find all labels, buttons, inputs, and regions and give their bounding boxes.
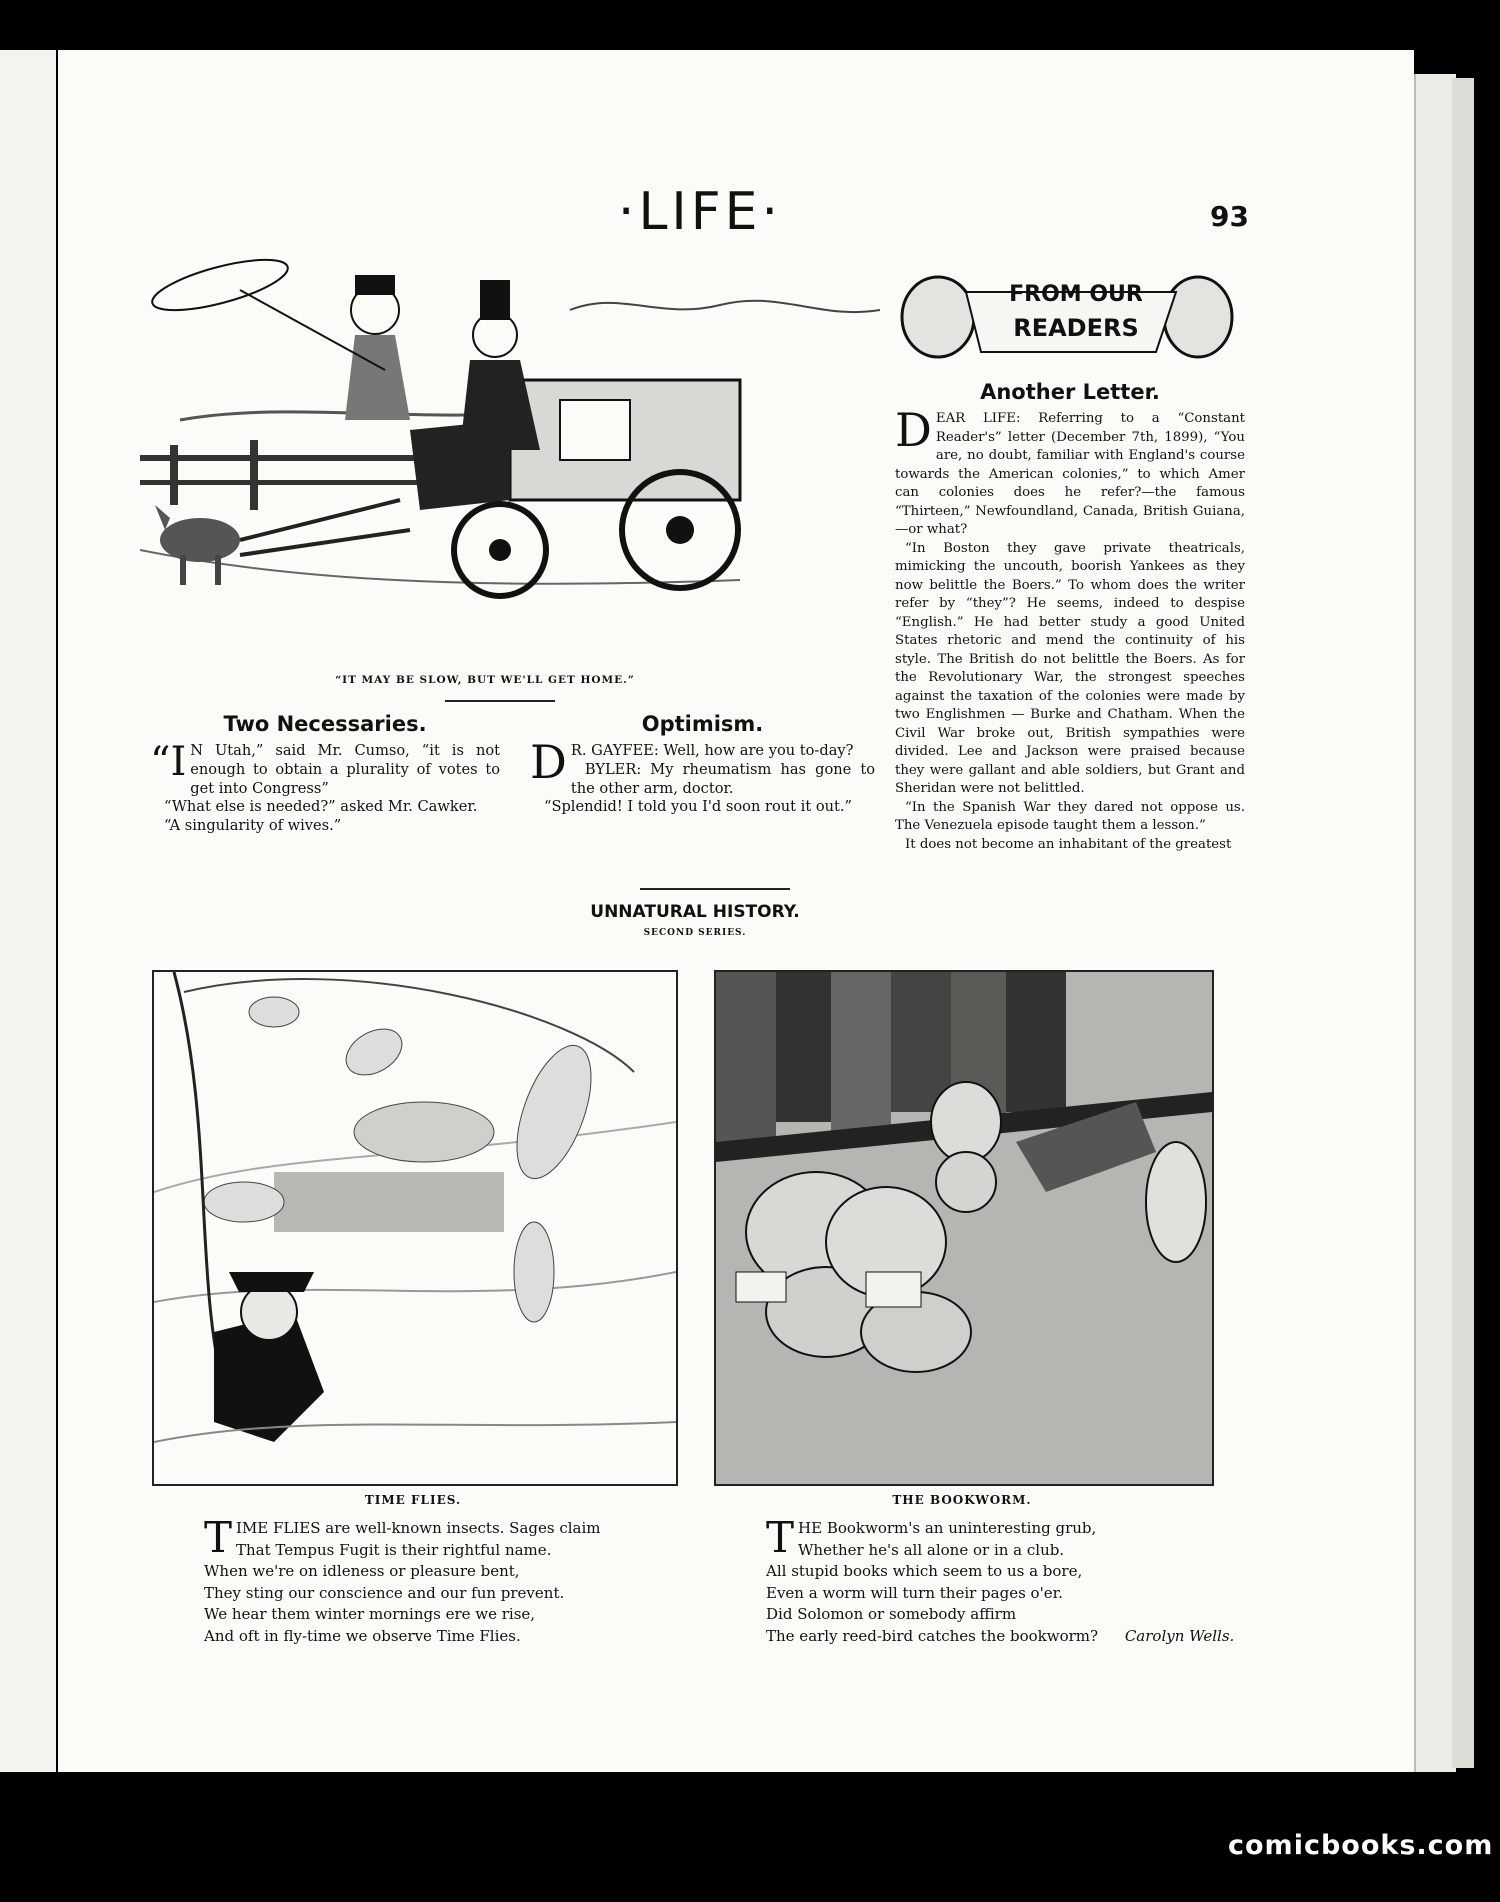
caption-rule <box>445 700 555 702</box>
page-stack-edge-back <box>1452 78 1474 1768</box>
bookworm-caption: THE BOOKWORM. <box>892 1493 1032 1507</box>
poem-line: They sting our conscience and our fun prevent. <box>204 1583 565 1602</box>
poem-line: That Tempus Fugit is their rightful name. <box>236 1540 552 1559</box>
page-stack-edge <box>1414 74 1456 1772</box>
anecdote-paragraph: “A singularity of wives.” <box>164 817 342 835</box>
time-flies-dropcap: T <box>204 1513 233 1562</box>
letter-paragraph: It does not become an inhabitant of the greatest <box>905 836 1232 852</box>
poem-line: And oft in fly-time we observe Time Flies. <box>204 1626 521 1645</box>
poem-line-text: The early reed-bird catches the bookworm? <box>766 1626 1099 1645</box>
page-number: 93 <box>1210 200 1249 233</box>
readers-banner-line1: FROM OUR <box>1009 282 1143 307</box>
poem-line: Whether he's all alone or in a club. <box>798 1540 1065 1559</box>
poem-line: HE Bookworm's an uninteresting grub, <box>798 1519 1097 1537</box>
unnatural-history-title: UNNATURAL HISTORY. <box>590 902 800 922</box>
bookworm-poem <box>766 1513 1266 1648</box>
from-our-readers-banner <box>896 272 1246 362</box>
two-necessaries-title: Two Necessaries. <box>223 712 427 736</box>
poem-line: We hear them winter mornings ere we rise, <box>204 1605 536 1624</box>
another-letter-dropcap: D <box>895 403 932 457</box>
time-flies-poem <box>204 1513 654 1648</box>
two-necessaries-body <box>150 739 500 836</box>
section-rule <box>640 888 790 890</box>
letter-paragraph: “In Boston they gave private theatricals, mimicking the uncouth, boorish Yankees as they now belittle the Boers.” To whom does the writer refer by “they”? He seems, indeed to despise “English.” He had better study a good United States rhetoric and mend the continuity of his style. The British do not belittle the Boers. As for the Revolutionary War, the strongest speeches against the taxation of the colonies were made by two Englishmen — Burke and Chatham. When the Civil War broke out, British sympathies were divided. Lee and Jackson were praised because they were gallant and able soldiers, but Grant and Sheridan were not belittled. <box>895 540 1245 796</box>
car-cartoon-caption: “IT MAY BE SLOW, BUT WE'LL GET HOME.” <box>335 674 635 686</box>
another-letter-body <box>895 403 1245 854</box>
poem-line: IME FLIES are well-known insects. Sages claim <box>236 1519 601 1537</box>
car-cartoon-drawing <box>140 250 880 670</box>
anecdote-paragraph: N Utah,” said Mr. Cumso, “it is not enough to obtain a plurality of votes to get into Congress” <box>190 742 500 797</box>
car-cartoon-illustration <box>140 250 880 670</box>
unnatural-history-subtitle: SECOND SERIES. <box>643 928 747 938</box>
poem-line <box>766 1626 1266 1648</box>
anecdote-paragraph: “Splendid! I told you I'd soon rout it out.” <box>544 798 852 816</box>
anecdote-paragraph: R. GAYFEE: Well, how are you to-day? <box>570 742 854 759</box>
poem-line: When we're on idleness or pleasure bent, <box>204 1562 520 1581</box>
bookworm-drawing <box>716 972 1212 1484</box>
masthead-title: ·LIFE· <box>617 182 783 242</box>
optimism-body <box>530 735 875 817</box>
readers-banner-line2: READERS <box>1013 314 1139 342</box>
optimism-title: Optimism. <box>641 712 764 736</box>
site-watermark: comicbooks.com <box>1228 1830 1494 1861</box>
letter-paragraph: “In the Spanish War they dared not oppose us. The Venezuela episode taught them a lesson.” <box>895 799 1245 833</box>
poem-line: All stupid books which seem to us a bore, <box>766 1562 1083 1581</box>
time-flies-illustration <box>152 970 678 1486</box>
poem-line: Even a worm will turn their pages o'er. <box>766 1583 1063 1602</box>
facing-page-edge <box>0 50 56 1772</box>
author-signature: Carolyn Wells. <box>1124 1626 1235 1645</box>
anecdote-paragraph: “What else is needed?” asked Mr. Cawker. <box>164 798 478 816</box>
time-flies-caption: TIME FLIES. <box>364 1493 462 1507</box>
another-letter-title: Another Letter. <box>980 380 1160 404</box>
time-flies-drawing <box>154 972 676 1484</box>
anecdote-paragraph: BYLER: My rheumatism has gone to the other arm, doctor. <box>570 760 875 797</box>
two-necessaries-dropcap: “I <box>150 739 187 785</box>
letter-paragraph: EAR LIFE: Referring to a “Constant Reader's” letter (December 7th, 1899), “You are, no doubt, familiar with England's course towards the American colonies,” to which Amer can colonies does he refer?—the famous “Thirteen,” Newfoundland, Canada, British Guiana,—or what? <box>895 411 1245 537</box>
optimism-dropcap: D <box>530 735 567 789</box>
poem-line: Did Solomon or somebody affirm <box>766 1605 1017 1624</box>
bookworm-illustration <box>714 970 1214 1486</box>
bookworm-dropcap: T <box>766 1513 795 1562</box>
